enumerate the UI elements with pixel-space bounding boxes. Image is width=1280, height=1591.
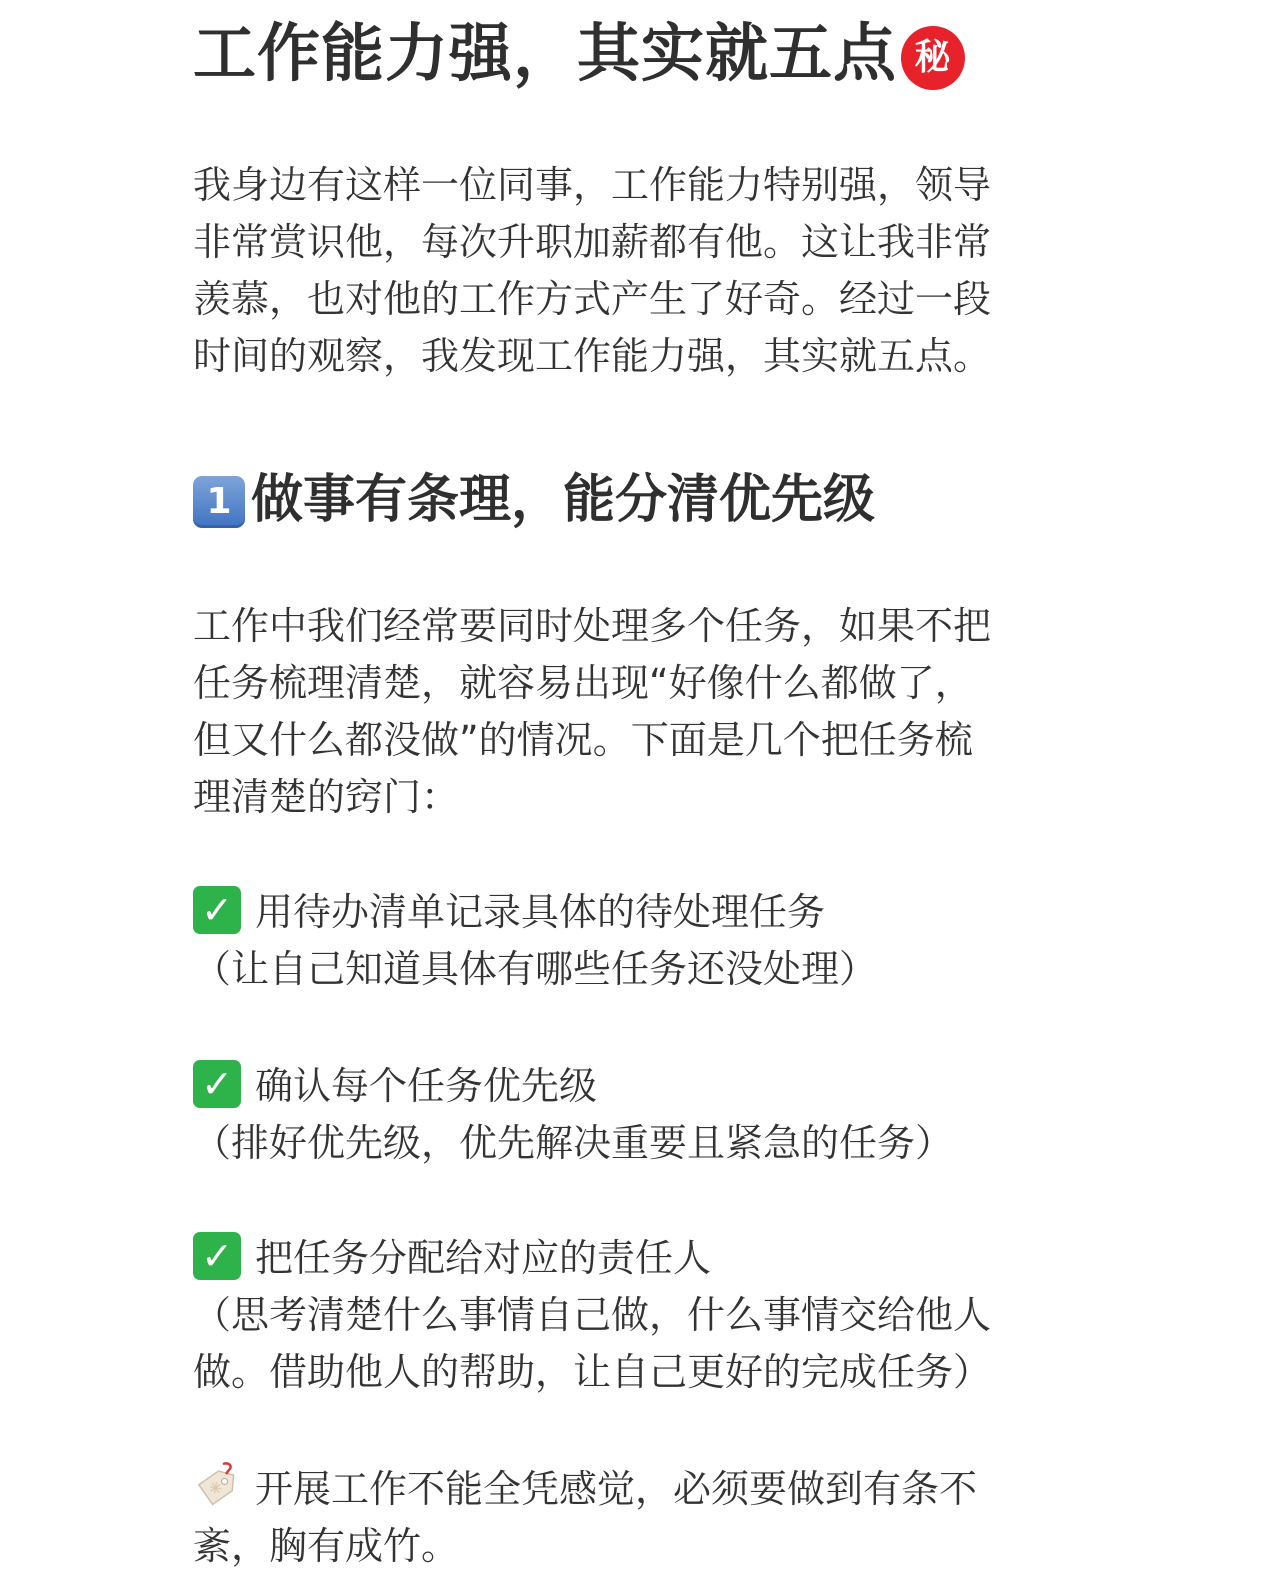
- tip-note: （思考清楚什么事情自己做，什么事情交给他人: [193, 1293, 992, 1337]
- tip-item: [193, 1058, 1063, 1172]
- section-body-line: 但又什么都没做”的情况。下面是几个把任务梳: [193, 718, 973, 762]
- tip-title-line: [193, 1230, 1063, 1287]
- tip-title: 用待办清单记录具体的待处理任务: [255, 890, 826, 934]
- section-body-line: 工作中我们经常要同时处理多个任务，如果不把: [193, 604, 992, 648]
- conclusion-line: [193, 1460, 1063, 1518]
- check-mark-button-icon: ✓: [193, 886, 241, 934]
- intro-line: 时间的观察，我发现工作能力强，其实就五点。: [193, 334, 992, 378]
- label-tag-icon: [193, 1460, 243, 1508]
- tip-title: 把任务分配给对应的责任人: [255, 1236, 712, 1280]
- keycap-1-icon: 1: [193, 476, 245, 528]
- tip-title-line: [193, 884, 1063, 941]
- section-heading: [193, 465, 875, 535]
- article-title: [193, 14, 965, 94]
- check-mark-button-icon: ✓: [193, 1060, 241, 1108]
- section-heading-text: 做事有条理，能分清优先级: [251, 470, 876, 530]
- conclusion-line: 紊，胸有成竹。: [193, 1524, 460, 1568]
- tip-title-line: [193, 1058, 1063, 1115]
- tip-title: 确认每个任务优先级: [255, 1064, 598, 1108]
- intro-line: 羡慕，也对他的工作方式产生了好奇。经过一段: [193, 277, 992, 321]
- section-body-line: 理清楚的窍门：: [193, 775, 460, 819]
- intro-paragraph: [193, 157, 1063, 385]
- tip-note: （排好优先级，优先解决重要且紧急的任务）: [193, 1121, 954, 1165]
- tip-item: [193, 884, 1063, 998]
- intro-line: 非常赏识他，每次升职加薪都有他。这让我非常: [193, 220, 992, 264]
- secret-ideograph-icon: 秘: [901, 26, 965, 90]
- section-body-line: 任务梳理清楚，就容易出现“好像什么都做了，: [193, 661, 973, 705]
- conclusion-paragraph: [193, 1460, 1063, 1575]
- title-text: 工作能力强，其实就五点: [193, 17, 897, 90]
- tip-note: 做。借助他人的帮助，让自己更好的完成任务）: [193, 1350, 992, 1394]
- intro-line: 我身边有这样一位同事，工作能力特别强，领导: [193, 163, 992, 207]
- tip-item: [193, 1230, 1063, 1401]
- tip-note: （让自己知道具体有哪些任务还没处理）: [193, 947, 878, 991]
- check-mark-button-icon: ✓: [193, 1232, 241, 1280]
- section-body-paragraph: [193, 598, 1063, 826]
- conclusion-text: 开展工作不能全凭感觉，必须要做到有条不: [255, 1467, 978, 1511]
